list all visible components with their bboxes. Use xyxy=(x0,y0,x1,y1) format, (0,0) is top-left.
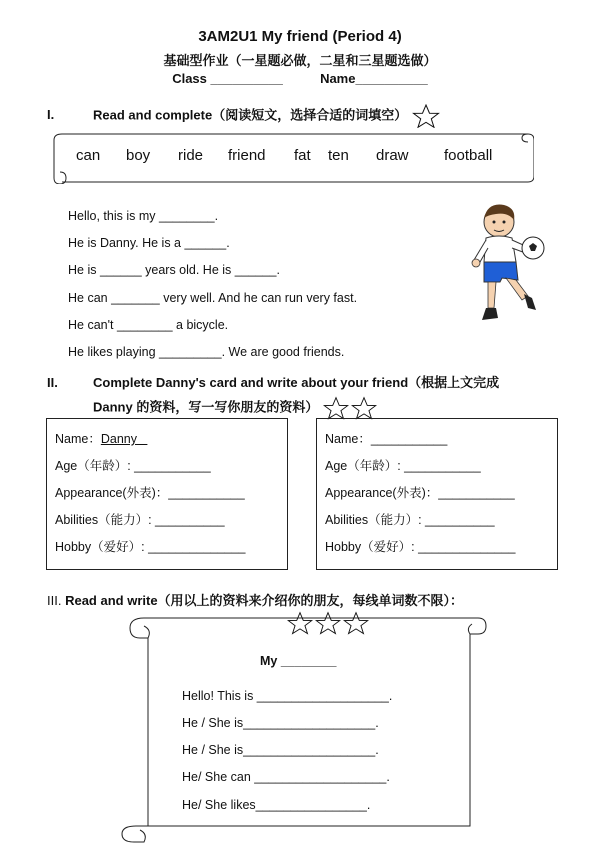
card-age-row: Age（年龄）: ___________ xyxy=(55,459,211,473)
card-name-row xyxy=(55,429,147,447)
writing-line[interactable]: He / She is___________________. xyxy=(182,743,379,757)
reading-line: He can't ________ a bicycle. xyxy=(68,318,229,332)
reading-line: He is ______ years old. He is ______. xyxy=(68,263,280,277)
page-subtitle: 基础型作业（一星题必做，二星和三星题选做） xyxy=(163,53,437,68)
card-appearance-row: Appearance(外表)：___________ xyxy=(55,486,245,500)
section-1-heading xyxy=(47,104,441,128)
word-bank-item: ride xyxy=(178,147,204,164)
card-name-value[interactable]: ___________ xyxy=(370,432,448,446)
card-name-label: Name： xyxy=(55,432,101,446)
reading-line: He likes playing _________. We are good friends. xyxy=(68,345,345,359)
word-bank-item: draw xyxy=(376,147,409,164)
class-label: Class __________ xyxy=(172,71,283,86)
card-name-label: Name： xyxy=(325,432,371,446)
section-2-heading-line1 xyxy=(47,372,499,391)
section-2-heading-line2 xyxy=(93,396,378,420)
card-hobby-row: Hobby（爱好）: ______________ xyxy=(55,540,246,554)
section-1-number: I. xyxy=(47,107,55,123)
section-3-heading xyxy=(47,590,463,609)
card-abilities-row: Abilities（能力）: __________ xyxy=(55,513,225,527)
reading-line: He can _______ very well. And he can run very fast. xyxy=(68,291,358,305)
danny-card xyxy=(46,418,288,570)
writing-line[interactable]: Hello! This is ___________________. xyxy=(182,689,393,703)
page-title: 3AM2U1 My friend (Period 4) xyxy=(198,28,402,45)
word-bank-item: fat xyxy=(294,147,311,164)
word-bank-item: can xyxy=(76,147,101,164)
boy-football-illustration xyxy=(466,200,548,332)
class-name-line xyxy=(0,71,600,86)
card-hobby-row[interactable]: Hobby（爱好）: ______________ xyxy=(325,540,516,554)
card-name-row xyxy=(325,429,447,447)
section-2-number: II. xyxy=(47,375,58,390)
section-3-stars xyxy=(286,611,370,635)
section-2-title-line2: Danny 的资料，写一写你朋友的资料） xyxy=(93,399,319,415)
writing-line[interactable]: He/ She likes________________. xyxy=(182,798,371,812)
writing-line[interactable]: He/ She can ___________________. xyxy=(182,770,390,784)
word-bank-item: football xyxy=(444,147,493,164)
reading-line: He is Danny. He is a ______. xyxy=(68,236,230,250)
card-name-value: Danny xyxy=(100,432,137,446)
section-3-title: Read and write（用以上的资料来介绍你的朋友，每线单词数不限）： xyxy=(65,593,464,608)
section-3-number: III. xyxy=(47,593,62,608)
friend-card xyxy=(316,418,558,570)
star-icon xyxy=(322,396,350,420)
section-1-title: Read and complete（阅读短文，选择合适的词填空） xyxy=(93,107,408,123)
star-icon xyxy=(314,611,342,635)
section-2-title-line1: Complete Danny's card and write about your friend（根据上文完成 xyxy=(93,375,500,390)
reading-line: Hello, this is my ________. xyxy=(68,209,219,223)
card-appearance-row[interactable]: Appearance(外表)：___________ xyxy=(325,486,515,500)
star-icon xyxy=(342,611,370,635)
star-icon xyxy=(350,396,378,420)
card-age-row[interactable]: Age（年龄）: ___________ xyxy=(325,459,481,473)
star-icon xyxy=(411,104,441,128)
my-friend-heading: My ________ xyxy=(260,654,337,668)
word-bank-item: boy xyxy=(126,147,151,164)
word-bank-item: friend xyxy=(228,147,266,164)
name-label: Name__________ xyxy=(320,71,428,86)
writing-line[interactable]: He / She is___________________. xyxy=(182,716,379,730)
word-bank-item: ten xyxy=(328,147,349,164)
star-icon xyxy=(286,611,314,635)
card-abilities-row[interactable]: Abilities（能力）: __________ xyxy=(325,513,495,527)
